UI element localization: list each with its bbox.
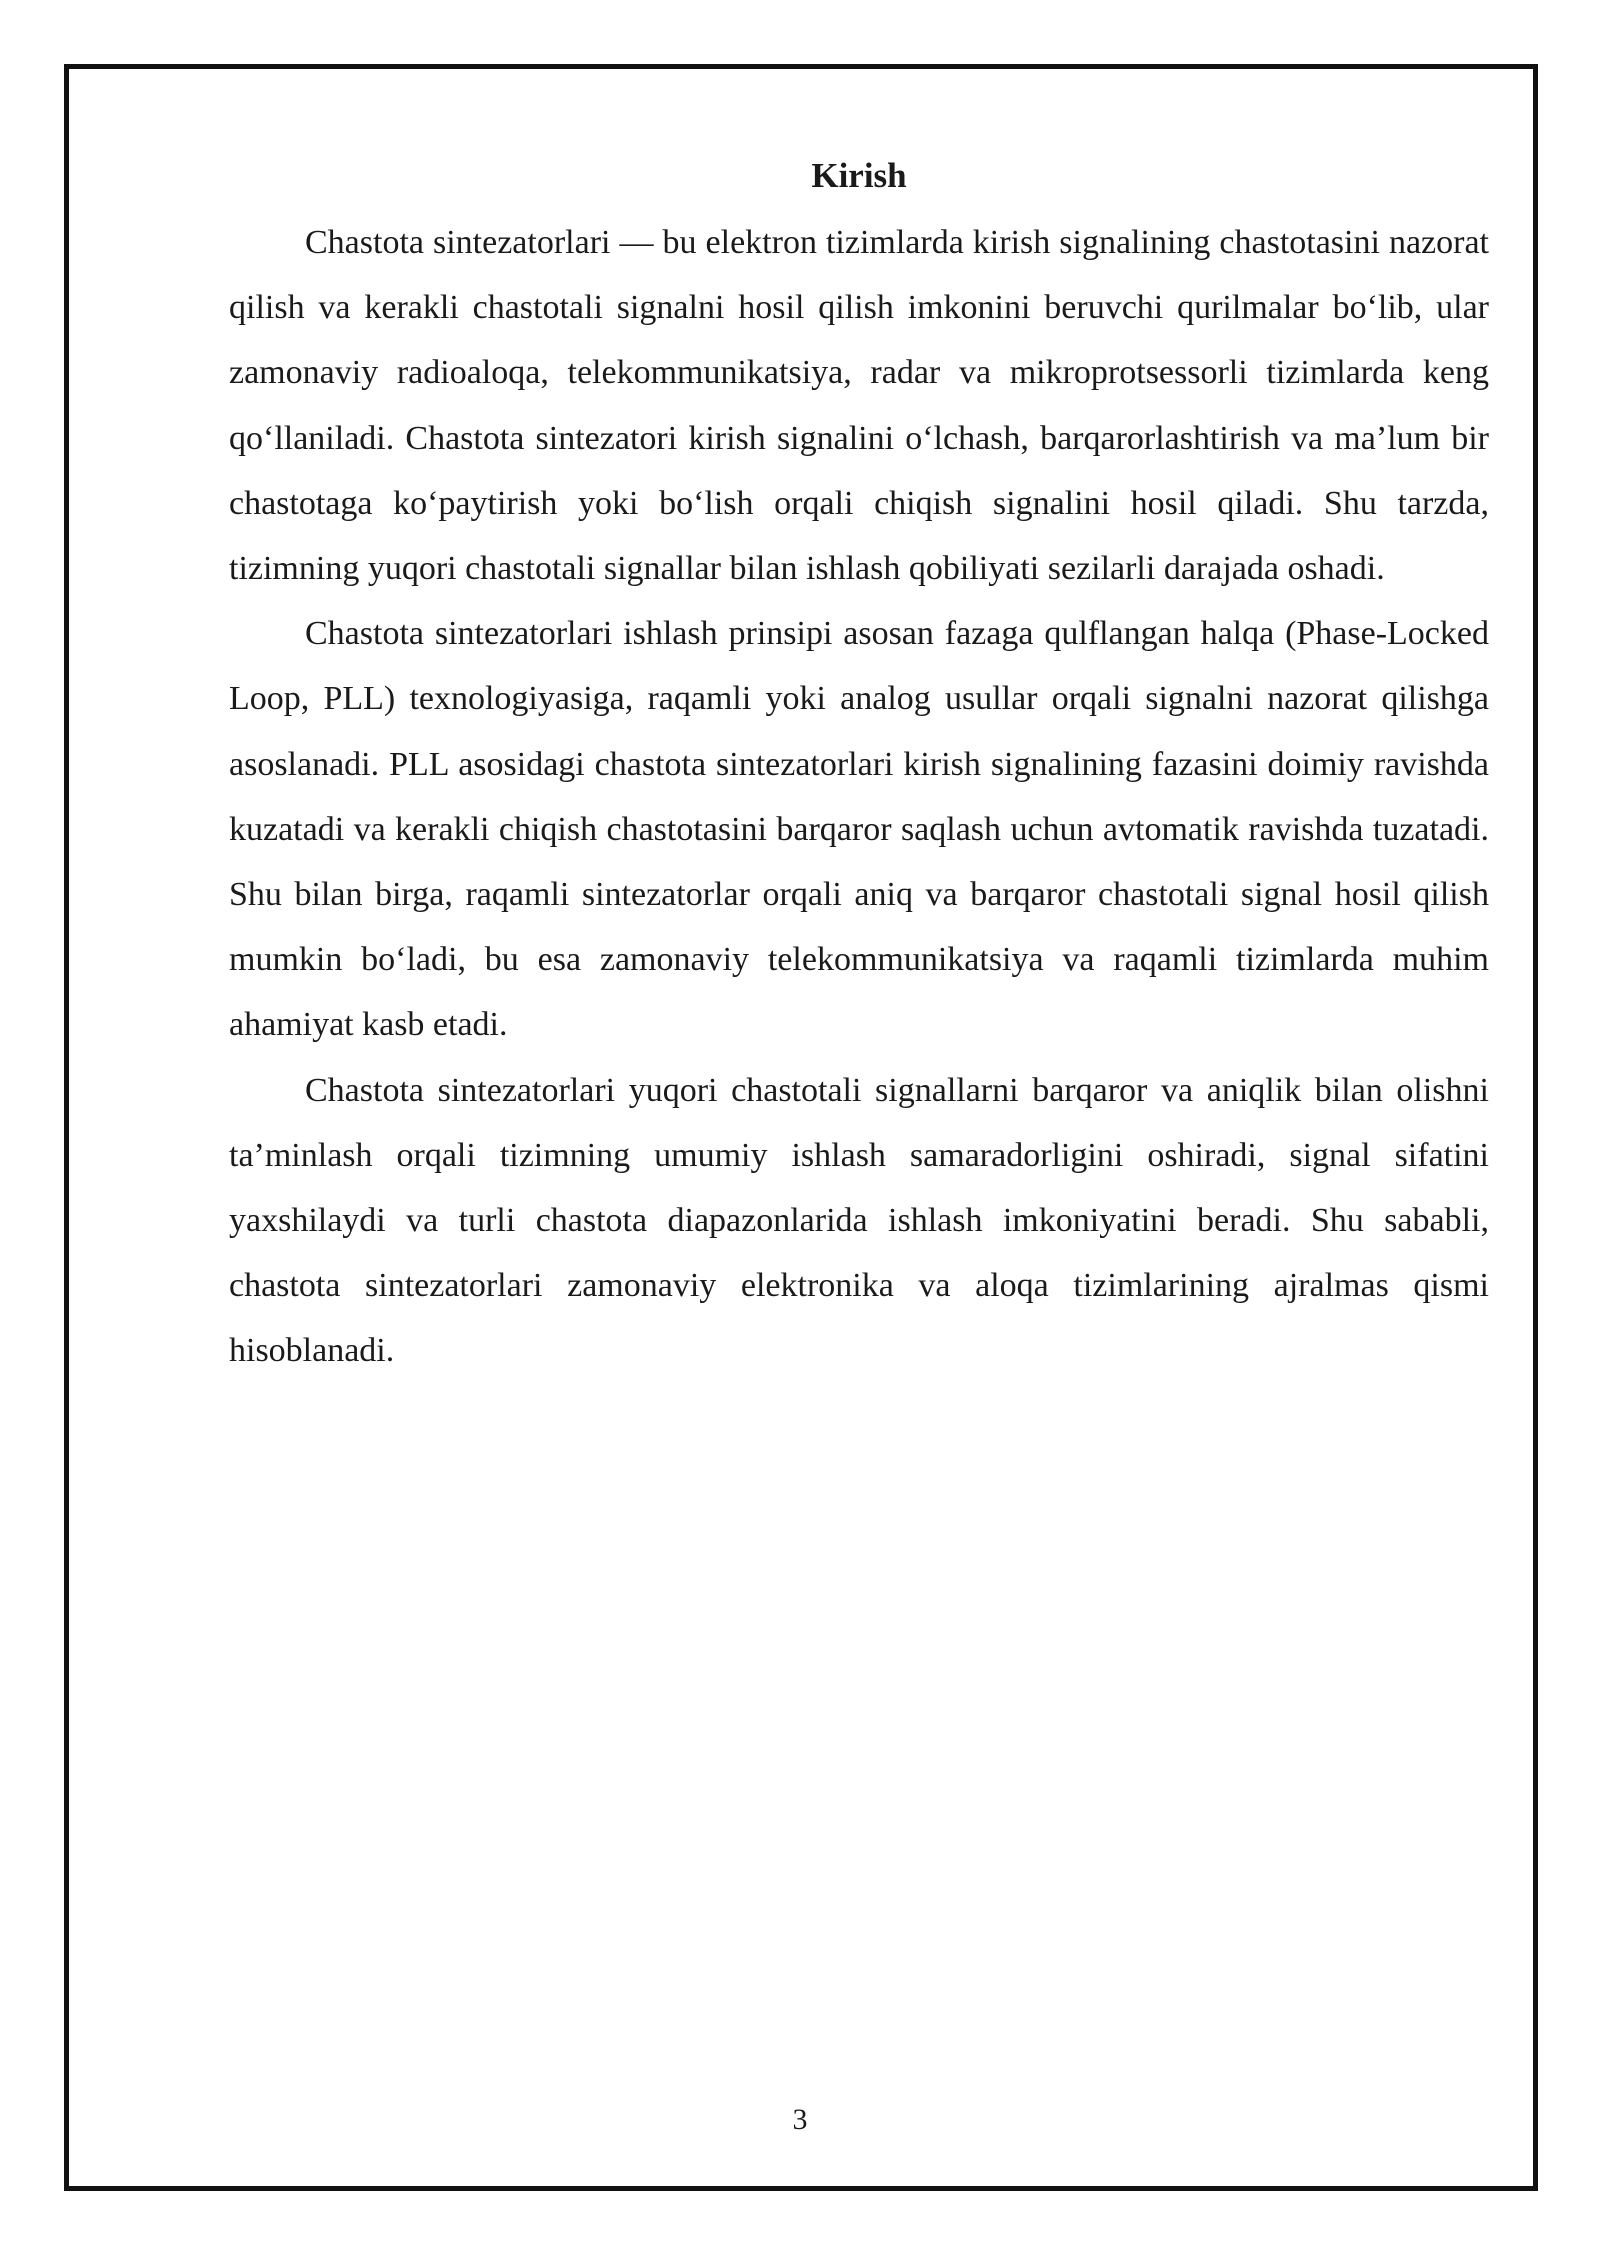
section-title: Kirish xyxy=(811,156,907,195)
paragraph-3: Chastota sintezatorlari yuqori chastotali signallarni barqaror va aniqlik bilan olishni ta’minlash orqali tizimning umumiy ishlash samaradorligini oshiradi, signal sifatini yaxshilaydi va turli chastota diapazonlarida ishlash imkoniyatini beradi. Shu sababli, chastota sintezatorlari zamonaviy elektronika va aloqa tizimlarining ajralmas qismi hisoblanadi. xyxy=(229,1071,1489,1370)
page-number: 3 xyxy=(792,2103,808,2136)
paragraph-2: Chastota sintezatorlari ishlash prinsipi asosan fazaga qulflangan halqa (Phase-Locked Loop, PLL) texnologiyasiga, raqamli yoki analog usullar orqali signalni nazorat qilishga asoslanadi. PLL asosidagi chastota sintezatorlari kirish signalining fazasini doimiy ravishda kuzatadi va kerakli chiqish chastotasini barqaror saqlash uchun avtomatik ravishda tuzatadi. Shu bilan birga, raqamli sintezatorlar orqali aniq va barqaror chastotali signal hosil qilish mumkin bo‘ladi, bu esa zamonaviy telekommunikatsiya va raqamli tizimlarda muhim ahamiyat kasb etadi. xyxy=(229,615,1489,1044)
paragraph-1: Chastota sintezatorlari — bu elektron tizimlarda kirish signalining chastotasini nazorat qilish va kerakli chastotali signalni hosil qilish imkonini beruvchi qurilmalar bo‘lib, ular zamonaviy radioaloqa, telekommunikatsiya, radar va mikroprotsessorli tizimlarda keng qo‘llaniladi. Chastota sintezatori kirish signalini o‘lchash, barqarorlashtirish va ma’lum bir chastotaga ko‘paytirish yoki bo‘lish orqali chiqish signalini hosil qiladi. Shu tarzda, tizimning yuqori chastotali signallar bilan ishlash qobiliyati sezilarli darajada oshadi. xyxy=(229,224,1489,588)
document-body xyxy=(229,146,1489,1384)
